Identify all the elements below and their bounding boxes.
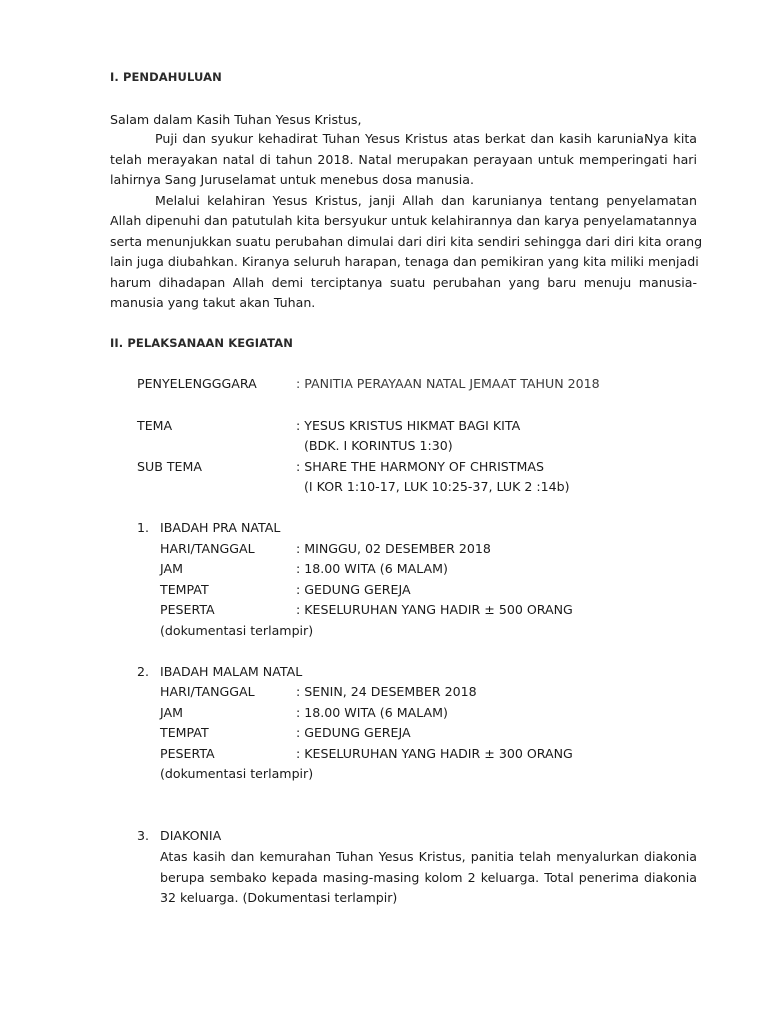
event1-hari-value: : MINGGU, 02 DESEMBER 2018: [296, 541, 491, 556]
event1-tempat-label: TEMPAT: [160, 582, 209, 597]
paragraph1-line3: lahirnya Sang Juruselamat untuk menebus dosa manusia.: [110, 172, 474, 187]
event1-hari-label: HARI/TANGGAL: [160, 541, 255, 556]
event1-tempat-value: : GEDUNG GEREJA: [296, 582, 411, 597]
section-heading-pelaksanaan: II. PELAKSANAAN KEGIATAN: [110, 336, 293, 350]
event1-jam-value: : 18.00 WITA (6 MALAM): [296, 561, 448, 576]
tema-reference: (BDK. I KORINTUS 1:30): [304, 438, 453, 453]
paragraph2-line4: lain juga diubahkan. Kiranya seluruh harapan, tenaga dan pemikiran yang kita miliki menjadi: [110, 254, 699, 269]
paragraph1-line1: Puji dan syukur kehadirat Tuhan Yesus Kristus atas berkat dan kasih karuniaNya kita: [155, 131, 697, 146]
event1-title: IBADAH PRA NATAL: [160, 520, 281, 535]
event3-title: DIAKONIA: [160, 828, 222, 843]
event2-peserta-value: : KESELURUHAN YANG HADIR ± 300 ORANG: [296, 746, 573, 761]
event2-hari-label: HARI/TANGGAL: [160, 684, 255, 699]
event1-jam-label: JAM: [160, 561, 183, 576]
paragraph2-line5: harum dihadapan Allah demi terciptanya suatu perubahan yang baru menuju manusia-: [110, 275, 697, 290]
event2-note: (dokumentasi terlampir): [160, 766, 314, 781]
event2-tempat-value: : GEDUNG GEREJA: [296, 725, 411, 740]
subtema-reference: (I KOR 1:10-17, LUK 10:25-37, LUK 2 :14b): [304, 479, 570, 494]
event2-number: 2.: [137, 664, 150, 679]
tema-label: TEMA: [137, 418, 173, 433]
paragraph2-line1: Melalui kelahiran Yesus Kristus, janji Allah dan karunianya tentang penyelamatan: [155, 193, 697, 208]
event3-number: 3.: [137, 828, 150, 843]
event1-number: 1.: [137, 520, 150, 535]
penyelenggara-label: PENYELENGGGARA: [137, 376, 257, 391]
tema-value: : YESUS KRISTUS HIKMAT BAGI KITA: [296, 418, 521, 433]
event1-note: (dokumentasi terlampir): [160, 623, 314, 638]
paragraph1-line2: telah merayakan natal di tahun 2018. Natal merupakan perayaan untuk memperingati hari: [110, 152, 697, 167]
event3-text-line1: Atas kasih dan kemurahan Tuhan Yesus Kristus, panitia telah menyalurkan diakonia: [160, 849, 697, 864]
subtema-value: : SHARE THE HARMONY OF CHRISTMAS: [296, 459, 544, 474]
event2-title: IBADAH MALAM NATAL: [160, 664, 303, 679]
event2-peserta-label: PESERTA: [160, 746, 215, 761]
section-heading-pendahuluan: I. PENDAHULUAN: [110, 70, 222, 84]
event1-peserta-label: PESERTA: [160, 602, 215, 617]
event3-text-line2: berupa sembako kepada masing-masing kolom 2 keluarga. Total penerima diakonia: [160, 870, 697, 885]
paragraph2-line6: manusia yang takut akan Tuhan.: [110, 295, 316, 310]
greeting-line: Salam dalam Kasih Tuhan Yesus Kristus,: [110, 112, 362, 127]
paragraph2-line3: serta menunjukkan suatu perubahan dimulai dari diri kita sendiri sehingga dari diri kita orang: [110, 234, 703, 249]
event2-hari-value: : SENIN, 24 DESEMBER 2018: [296, 684, 477, 699]
subtema-label: SUB TEMA: [137, 459, 202, 474]
event2-tempat-label: TEMPAT: [160, 725, 209, 740]
penyelenggara-value: : PANITIA PERAYAAN NATAL JEMAAT TAHUN 2018: [296, 376, 600, 391]
event1-peserta-value: : KESELURUHAN YANG HADIR ± 500 ORANG: [296, 602, 573, 617]
event2-jam-value: : 18.00 WITA (6 MALAM): [296, 705, 448, 720]
event3-text-line3: 32 keluarga. (Dokumentasi terlampir): [160, 890, 398, 905]
event2-jam-label: JAM: [160, 705, 183, 720]
paragraph2-line2: Allah dipenuhi dan patutulah kita bersyukur untuk kelahirannya dan karya penyelamatannya: [110, 213, 698, 228]
